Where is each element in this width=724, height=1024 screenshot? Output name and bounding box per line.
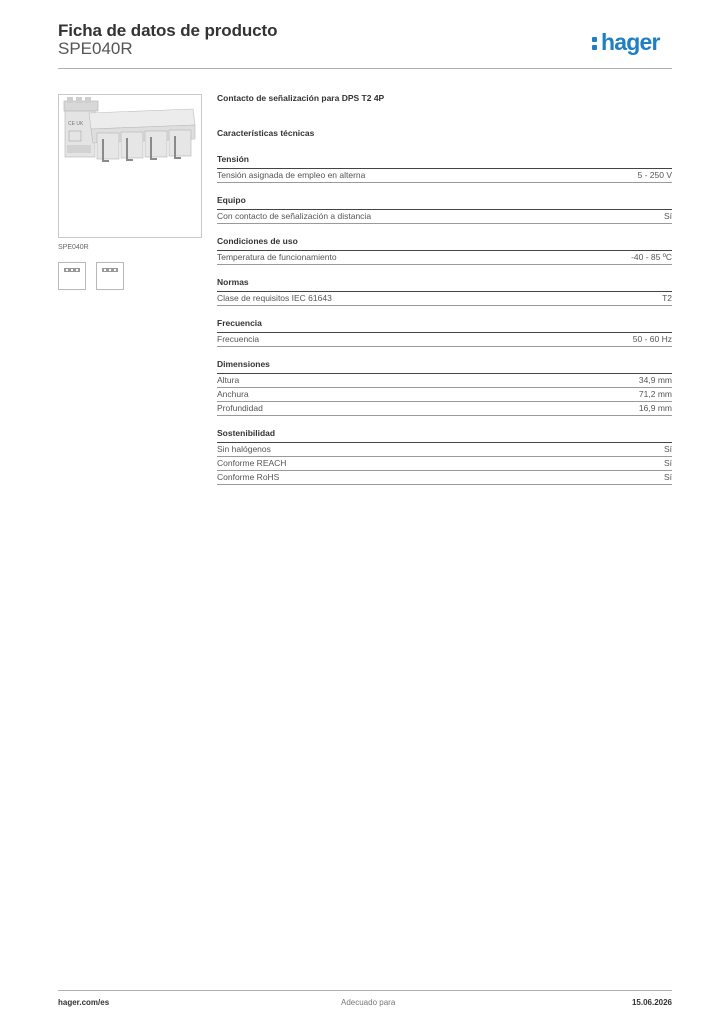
spec-row — [217, 471, 672, 485]
spec-label: Frecuencia — [217, 334, 260, 344]
spec-value: Sí — [663, 211, 672, 221]
spec-row — [217, 292, 672, 306]
spec-value: 16,9 mm — [638, 403, 672, 413]
specs-title: Características técnicas — [217, 128, 315, 138]
spec-value: 5 - 250 V — [637, 170, 672, 180]
specs-panel — [217, 93, 672, 485]
spec-row — [217, 333, 672, 347]
product-name: Contacto de señalización para DPS T2 4P — [217, 93, 385, 103]
spec-label: Conforme RoHS — [217, 472, 280, 482]
spec-value: 50 - 60 Hz — [632, 334, 672, 344]
thumbnail-2[interactable] — [96, 262, 124, 290]
spec-value: Sí — [663, 472, 672, 482]
footer-divider — [58, 990, 672, 991]
spec-row — [217, 443, 672, 457]
spec-value: T2 — [662, 293, 672, 303]
footer-center-text: Adecuado para — [341, 998, 396, 1007]
footer-date: 15.06.2026 — [631, 998, 672, 1007]
spec-value: Sí — [663, 458, 672, 468]
spec-value: -40 - 85 ºC — [631, 252, 672, 262]
spec-label: Temperatura de funcionamiento — [217, 252, 337, 262]
spec-value: 71,2 mm — [638, 389, 672, 399]
section-title: Frecuencia — [217, 318, 672, 333]
section-title: Dimensiones — [217, 359, 672, 374]
spec-row — [217, 251, 672, 265]
connector-thumbnail-icon — [97, 263, 123, 289]
section-title: Tensión — [217, 154, 672, 169]
svg-text:CE UK: CE UK — [68, 121, 84, 127]
spec-label: Clase de requisitos IEC 61643 — [217, 293, 332, 303]
header-divider — [58, 68, 672, 69]
section-title: Sostenibilidad — [217, 428, 672, 443]
spec-label: Profundidad — [217, 403, 263, 413]
product-image[interactable] — [58, 94, 202, 238]
spec-label: Anchura — [217, 389, 249, 399]
surge-protector-signal-contact-image — [59, 95, 201, 237]
section-title: Normas — [217, 277, 672, 292]
spec-label: Altura — [217, 375, 240, 385]
logo-text: hager — [601, 28, 660, 55]
footer-website-link[interactable]: hager.com/es — [58, 998, 110, 1007]
connector-thumbnail-icon — [59, 263, 85, 289]
spec-row — [217, 457, 672, 471]
document-title: Ficha de datos de producto — [58, 21, 278, 40]
spec-row — [217, 374, 672, 388]
spec-value: 34,9 mm — [638, 375, 672, 385]
spec-row — [217, 388, 672, 402]
logo-dots-icon — [592, 33, 599, 51]
spec-label: Tensión asignada de empleo en alterna — [217, 170, 366, 180]
product-code-subtitle: SPE040R — [58, 39, 133, 58]
spec-row — [217, 402, 672, 416]
spec-label: Sin halógenos — [217, 444, 271, 454]
spec-sections — [217, 154, 672, 485]
spec-row — [217, 210, 672, 224]
hager-logo — [592, 28, 660, 56]
section-title: Equipo — [217, 195, 672, 210]
image-caption: SPE040R — [58, 244, 89, 251]
spec-row — [217, 169, 672, 183]
thumbnail-1[interactable] — [58, 262, 86, 290]
section-title: Condiciones de uso — [217, 236, 672, 251]
spec-label: Conforme REACH — [217, 458, 287, 468]
spec-label: Con contacto de señalización a distancia — [217, 211, 372, 221]
spec-value: Sí — [663, 444, 672, 454]
